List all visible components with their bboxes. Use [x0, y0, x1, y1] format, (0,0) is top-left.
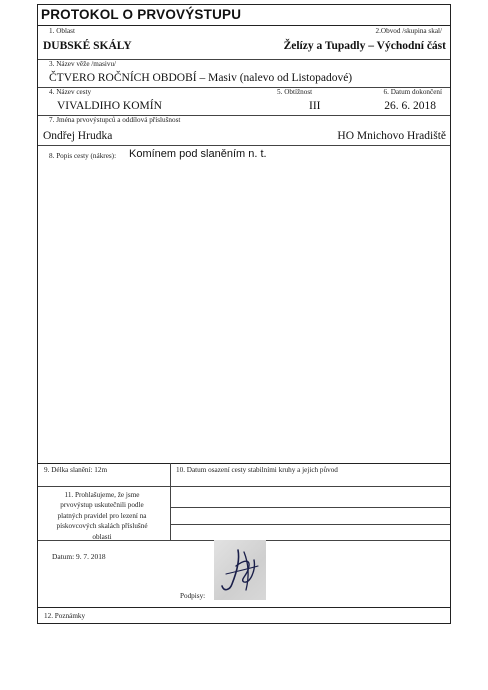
signature-scribble: [214, 540, 266, 600]
divider: [38, 486, 450, 487]
delka-label: 9. Délka slanění: 12m: [44, 466, 108, 474]
divider: [170, 463, 171, 540]
divider: [38, 25, 450, 26]
cesta-label: 4. Název cesty: [49, 88, 92, 96]
obtiznost-label: 5. Obtížnost: [277, 88, 313, 96]
divider: [170, 524, 450, 525]
popis-label: 8. Popis cesty (nákres):: [49, 152, 117, 160]
osazeni-label: 10. Datum osazení cesty stabilními kruhy a jejich původ: [176, 466, 338, 474]
vez-value: ČTVERO ROČNÍCH OBDOBÍ – Masiv (nalevo od Listopadové): [49, 72, 353, 84]
signature-image: [214, 540, 266, 600]
prvovystupci-label: 7. Jména prvovýstupců a oddílová příslušnost: [49, 116, 181, 124]
obvod-label: 2.Obvod /skupina skal/: [375, 27, 442, 35]
popis-value: Komínem pod slaněním n. t.: [129, 148, 267, 160]
page-title: PROTOKOL O PRVOVÝSTUPU: [41, 7, 242, 22]
prvovystupci-name: Ondřej Hrudka: [43, 130, 113, 142]
obvod-value: Želízy a Tupadly – Východní část: [283, 40, 446, 52]
datum-dokonceni-value: 26. 6. 2018: [384, 100, 436, 112]
vez-label: 3. Název věže /masivu/: [49, 60, 117, 68]
divider: [38, 145, 450, 146]
obtiznost-value: III: [309, 100, 321, 112]
poznamky-label: 12. Poznámky: [44, 612, 86, 620]
divider: [38, 607, 450, 608]
divider: [38, 463, 450, 464]
cesta-value: VIVALDIHO KOMÍN: [57, 100, 162, 112]
oblast-value: DUBSKÉ SKÁLY: [43, 40, 132, 52]
podpisy-label: Podpisy:: [180, 592, 206, 600]
oblast-label: 1. Oblast: [49, 27, 75, 35]
datum-dokonceni-label: 6. Datum dokončení: [383, 88, 442, 96]
prohlaseni-text: 11. Prohlašujeme, že jsme prvovýstup uskutečnili podle platných pravidel pro lezení na pískovcových skalách příslušné oblasti: [56, 491, 148, 541]
datum-text: Datum: 9. 7. 2018: [52, 552, 106, 561]
divider: [170, 507, 450, 508]
prvovystupci-club: HO Mnichovo Hradiště: [337, 130, 446, 142]
